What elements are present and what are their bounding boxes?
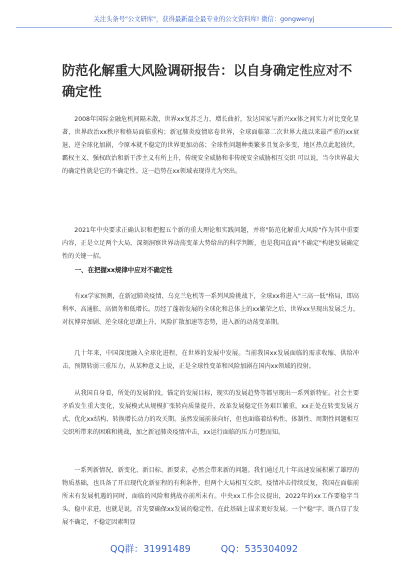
- paragraph-1: 2008年国际金融危机间隔未散，世界xx复苏乏力、增长曲折，发达国家与新兴xx体之间实力对比变化显著，世界政治xx秩序和格局面临重构；新冠肺炎疫情席卷世界，全球面临第二次世界大战以来最严重的xx衰退，逆全球化加剧，令原本就不稳定的世界更加动荡；全球性问题种类繁多且复杂多变，地区热点此起彼伏，霸权主义、强权政治和新干涉主义有所上升，传统安全威胁和非传统安全威胁相互交织 可以说，当今世界最大的确定性就是它的不确定性。这一趋势在xx领域表现得尤为突出。: [62, 116, 359, 175]
- contact-footer: [0, 541, 408, 555]
- qq-number: QQ：535304092: [220, 544, 298, 555]
- paragraph-5: 从我国自身看，所处的发展阶段，锚定的发展目标，现实的发展趋势等都呈现出一系列新特征。社会主要矛盾发生重大变化，发展模式从规模扩张转向质量提升，改革发展稳定任务艰巨繁重，xx正处在转变发展方式、优化xx结构、转换增长动力的攻关期。虽然发展前景向好，但也面临着结构性、体制性、周期性问题相互交织所带来的困难和挑战，加之新冠肺炎疫情冲击，xx运行面临的压力可想而知。: [62, 390, 359, 436]
- paragraph-2: 2021年中央要求正确认识和把握五个新的重大理论和实践问题，并将"防范化解重大风险"作为其中重要内容，正是立足两个大局、深刻洞察世界动荡变革大势给出的科学判断，也是我国直面"不确定"构建发展确定性的关键一招。: [62, 227, 359, 260]
- header-divider: [16, 27, 392, 28]
- paragraph-6: 一系列新情况、新变化、新目标、新要求，必然会带来新的问题。我们通过几十年高速发展积累了雄厚的物质基础，也具备了开启现代化新征程的有利条件，但两个大局相互交织，疫情冲击持续反复，我国在面临前所未有发展机遇的同时，面临的风险和挑战亦前所未有。中央xx工作会议提出，2022年的xx工作要稳字当头、稳中求进，也就是说，首先要确保xx发展的稳定性，在此基础上谋求更好发展。一个"稳"字，既凸显了发展不确定，不稳定因素明显: [62, 467, 359, 526]
- paragraph-3: 有xx学家预测，在新冠肺炎疫情、乌克兰危机等一系列风险挑战下，全球xx将进入"三高一低"格局，即高利率、高通胀、高债务和低增长。历经了蓬勃发展的全球化和总体上的xx繁荣之后，世界xx呈现出发展乏力、对抗博弈加剧、逆全球化思潮上升、风险扩散加速等态势，进入新的动荡变革期。: [62, 293, 360, 326]
- document-title: 防范化解重大风险调研报告：以自身确定性应对不确定性: [62, 64, 353, 100]
- promo-banner: 关注头条号"公文研库"，获得最新最全最专业的公文资料库! 微信：gongwenyj: [93, 16, 315, 23]
- paragraph-4: 几十年来，中国深度融入全球化进程，在世界的发展中发展。当前我国xx发展面临的需求收缩、供给冲击、预期转弱三重压力，从某种意义上说，正是全球性变革和风险加剧在国内xx领域的投射。: [62, 350, 359, 370]
- section-heading: 一、在把握xx规律中应对不确定性: [74, 266, 173, 274]
- qq-group-number: QQ群：31991489: [110, 544, 191, 555]
